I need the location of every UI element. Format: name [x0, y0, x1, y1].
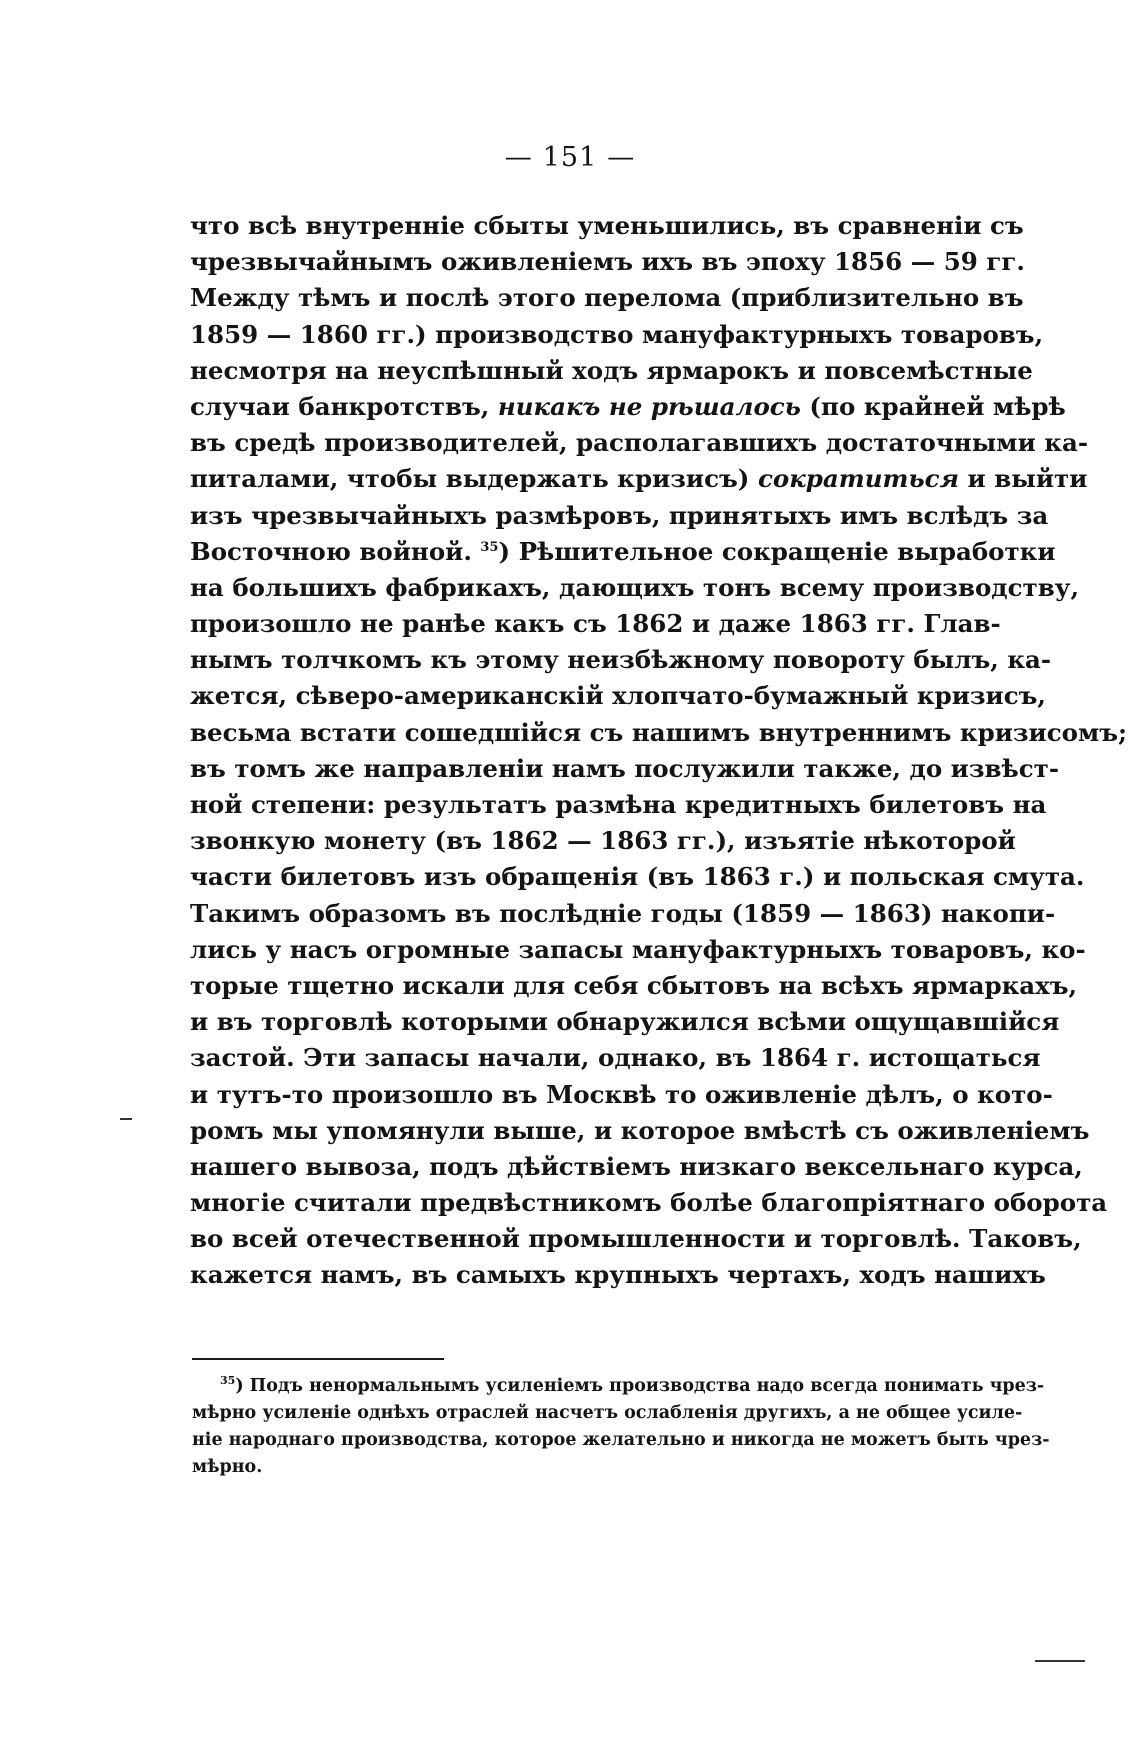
text-line: во всей отечественной промышленности и торговлѣ. Таковъ, — [190, 1224, 1082, 1254]
text-line: изъ чрезвычайныхъ размѣровъ, принятыхъ имъ вслѣдъ за — [190, 500, 1049, 530]
text-line: лись у насъ огромные запасы мануфактурныхъ товаровъ, ко- — [190, 934, 1086, 964]
footnote-line — [192, 1454, 962, 1481]
text-line — [190, 461, 1088, 497]
text-line: звонкую монету (въ 1862 — 1863 гг.), изъятіе нѣкоторой — [190, 826, 1016, 856]
text-line: нашего вывоза, подъ дѣйствіемъ низкаго вексельнаго курса, — [190, 1151, 1083, 1181]
footnote-marker: 35 — [220, 1374, 236, 1388]
text-line: многіе считали предвѣстникомъ болѣе благопріятнаго оборота — [190, 1188, 1108, 1218]
text-segment: питалами, чтобы выдержать кризисъ) — [190, 464, 758, 494]
text-line: произошло не ранѣе какъ съ 1862 и даже 1863 гг. Глав- — [190, 609, 1001, 639]
body-text — [190, 208, 1128, 1294]
footnote-reference: 35 — [480, 539, 499, 555]
text-line: Такимъ образомъ въ послѣдніе годы (1859 — 1863) накопи- — [190, 898, 1056, 928]
footnote-text: ) Подъ ненормальнымъ усиленіемъ производства надо всегда понимать чрез- — [235, 1376, 1045, 1396]
page-number-value: 151 — [542, 142, 598, 173]
margin-tick-mark — [120, 1118, 132, 1120]
text-line: что всѣ внутренніе сбыты уменьшились, въ сравненіи съ — [190, 211, 1024, 240]
text-line: несмотря на неуспѣшный ходъ ярмарокъ и повсемѣстные — [190, 355, 1033, 385]
text-line: застой. Эти запасы начали, однако, въ 1864 г. истощаться — [190, 1043, 1041, 1073]
page-number-dash-right: — — [607, 142, 636, 173]
text-line: и въ торговлѣ которыми обнаружился всѣми ощущавшійся — [190, 1007, 1060, 1037]
italic-emphasis: сократиться — [757, 464, 960, 494]
text-segment: и выйти — [959, 464, 1088, 494]
text-line: чрезвычайнымъ оживленіемъ ихъ въ эпоху 1856 — 59 гг. — [190, 247, 1025, 277]
text-line — [190, 534, 1056, 570]
text-segment: (по крайней мѣрѣ — [800, 391, 1066, 421]
footnote-text: мѣрно. — [192, 1457, 263, 1477]
text-line: ной степени: результатъ размѣна кредитныхъ билетовъ на — [190, 790, 1047, 819]
text-line: на большихъ фабрикахъ, дающихъ тонъ всему производству, — [190, 572, 1079, 602]
text-line — [190, 389, 1066, 425]
text-line: весьма встати сошедшійся съ нашимъ внутреннимъ кризисомъ; — [190, 717, 1128, 747]
page-number — [0, 142, 1140, 173]
footnote-line — [192, 1373, 1045, 1400]
footnote — [192, 1373, 1050, 1481]
text-line: нымъ толчкомъ къ этому неизбѣжному повороту былъ, ка- — [190, 645, 1052, 675]
text-line: и тутъ-то произошло въ Москвѣ то оживленіе дѣлъ, о кото- — [190, 1079, 1053, 1109]
text-line: части билетовъ изъ обращенія (въ 1863 г.) и польская смута. — [190, 862, 1085, 892]
footnote-text: ніе народнаго производства, которое желательно и никогда не можетъ быть чрез- — [192, 1430, 1050, 1450]
text-line: Между тѣмъ и послѣ этого перелома (приблизительно въ — [190, 283, 1024, 313]
text-line: кажется намъ, въ самыхъ крупныхъ чертахъ, ходъ нашихъ — [190, 1260, 1046, 1290]
text-line: 1859 — 1860 гг.) производство мануфактурныхъ товаровъ, — [190, 319, 1044, 349]
text-segment: Восточною войной. — [190, 536, 481, 566]
text-line: торые тщетно искали для себя сбытовъ на всѣхъ ярмаркахъ, — [190, 970, 1078, 1000]
text-line: жется, сѣверо-американскій хлопчато-бумажный кризисъ, — [190, 681, 1046, 711]
margin-rule-mark — [1035, 1660, 1085, 1662]
italic-emphasis: никакъ не рѣшалось — [497, 391, 801, 421]
footnote-separator — [192, 1358, 444, 1360]
footnote-text: мѣрно усиленіе однѣхъ отраслей насчетъ ослабленія другихъ, а не общее усиле- — [192, 1403, 1023, 1423]
footnote-line — [192, 1427, 1050, 1454]
text-line: ромъ мы упомянули выше, и которое вмѣстѣ съ оживленіемъ — [190, 1115, 1090, 1145]
text-line: въ средѣ производителей, располагавшихъ достаточными ка- — [190, 428, 1089, 458]
text-line: въ томъ же направленіи намъ послужили также, до извѣст- — [190, 753, 1060, 783]
page-number-dash-left: — — [504, 142, 533, 173]
footnote-line — [192, 1400, 1023, 1427]
text-segment: ) Рѣшительное сокращеніе выработки — [498, 536, 1056, 566]
text-segment: случаи банкротствъ, — [190, 391, 498, 421]
